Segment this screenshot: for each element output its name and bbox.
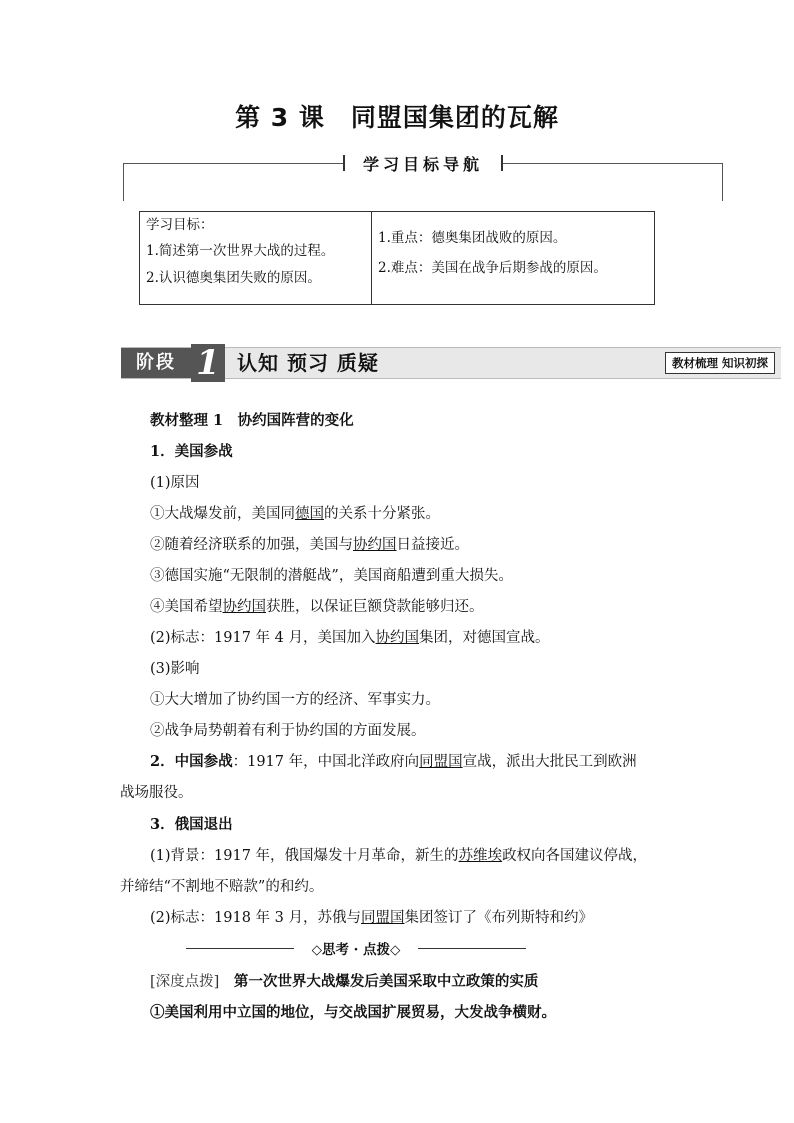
- subsection-heading: 2．中国参战: [150, 753, 233, 770]
- answer-blank: 协约国: [353, 537, 397, 553]
- stage-tag: 教材梳理 知识初探: [665, 352, 775, 374]
- learning-goal-heading: 学习目标导航: [362, 155, 483, 174]
- stage-banner: [121, 343, 781, 383]
- stage-title: 认知 预习 质疑: [237, 351, 379, 375]
- learning-goal-frame: [123, 155, 723, 203]
- objectives-label: 学习目标：: [146, 217, 214, 233]
- text-line: ①大大增加了协约国一方的经济、军事实力。: [150, 692, 440, 708]
- text-line: 2．中国参战：1917 年，中国北洋政府向同盟国宣战，派出大批民工到欧洲: [150, 753, 637, 770]
- text-line: (3)影响: [150, 661, 200, 677]
- answer-blank: 苏维埃: [458, 848, 503, 864]
- subsection-heading: 3．俄国退出: [150, 816, 233, 833]
- page-title: 第 3 课 同盟国集团的瓦解: [235, 103, 559, 132]
- text-line: (1)背景：1917 年，俄国爆发十月革命，新生的苏维埃政权向各国建议停战，: [150, 848, 648, 864]
- subsection-heading: 1．美国参战: [150, 443, 233, 460]
- answer-blank: 同盟国: [419, 754, 463, 770]
- text-line: ①美国利用中立国的地位，与交战国扩展贸易，大发战争横财。: [150, 1004, 556, 1021]
- frame-side-right: [722, 163, 723, 201]
- think-label: ◇思考 · 点拨◇: [311, 942, 401, 958]
- frame-line-right: [503, 163, 723, 164]
- deep-heading: [150, 970, 538, 991]
- text-line: (2)标志：1917 年 4 月，美国加入协约国集团，对德国宣战。: [150, 630, 550, 646]
- answer-blank: 同盟国: [361, 910, 405, 926]
- frame-side-left: [123, 163, 124, 201]
- answer-blank: 协约国: [222, 599, 266, 615]
- objective-item: 2.认识德奥集团失败的原因。: [146, 269, 321, 286]
- text-line: ①大战爆发前，美国同德国的关系十分紧张。: [150, 506, 440, 522]
- objectives-table: [139, 211, 655, 305]
- deep-tag: [深度点拨]: [150, 974, 220, 990]
- frame-line-left: [123, 163, 343, 164]
- answer-blank: 协约国: [375, 630, 419, 646]
- objective-item: 1.简述第一次世界大战的过程。: [146, 243, 335, 260]
- text-line: ②战争局势朝着有利于协约国的方面发展。: [150, 723, 426, 739]
- text-line: (2)标志：1918 年 3 月，苏俄与同盟国集团签订了《布列斯特和约》: [150, 910, 593, 926]
- text-line: 并缔结“不割地不赔款”的和约。: [120, 879, 324, 895]
- difficult-point: 2.难点：美国在战争后期参战的原因。: [378, 260, 607, 277]
- deep-title: 第一次世界大战爆发后美国采取中立政策的实质: [233, 973, 539, 990]
- stage-number: 1: [191, 344, 225, 382]
- think-divider: [186, 940, 526, 956]
- text-line: (1)原因: [150, 475, 200, 491]
- objectives-left-cell: [140, 212, 372, 304]
- divider-line-left: [186, 948, 294, 949]
- text-line: ②随着经济联系的加强，美国与协约国日益接近。: [150, 537, 469, 553]
- objectives-right-cell: [372, 212, 654, 304]
- answer-blank: 德国: [295, 506, 324, 522]
- key-point: 1.重点：德奥集团战败的原因。: [378, 230, 567, 246]
- section-heading: 教材整理 1 协约国阵营的变化: [150, 412, 354, 429]
- text-line: ③德国实施“无限制的潜艇战”，美国商船遭到重大损失。: [150, 568, 513, 584]
- text-line: ④美国希望协约国获胜，以保证巨额贷款能够归还。: [150, 599, 484, 615]
- divider-line-right: [418, 948, 526, 949]
- text-line: 战场服役。: [120, 785, 193, 801]
- stage-label: 阶段: [121, 348, 191, 378]
